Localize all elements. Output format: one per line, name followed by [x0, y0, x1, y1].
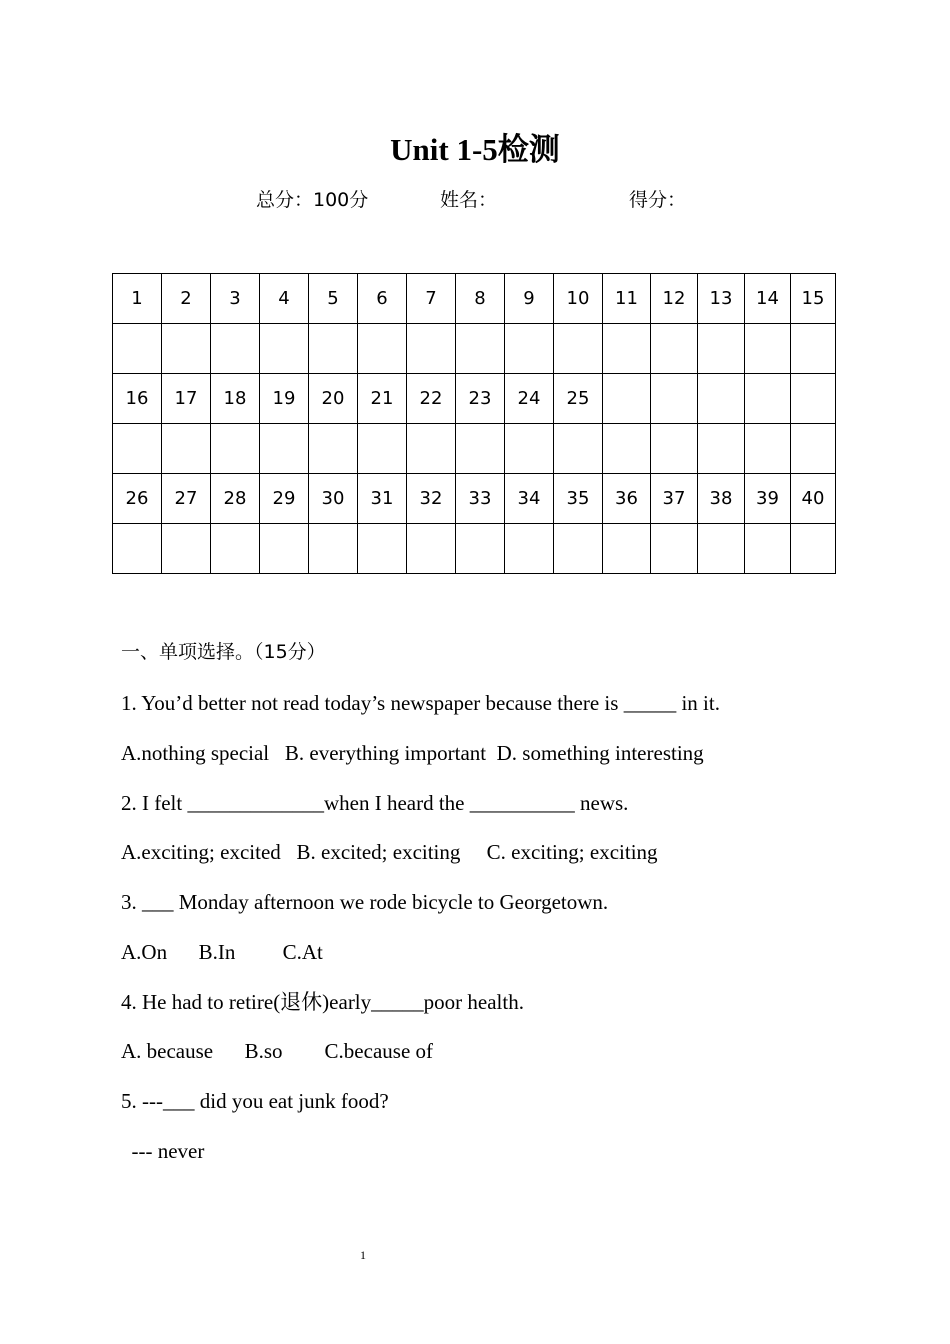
grid-answer-cell[interactable]: [309, 324, 358, 374]
question-1-options: A.nothing special B. everything important D. something interesting: [121, 741, 704, 765]
grid-number-cell: 39: [745, 474, 791, 524]
grid-number-cell: 28: [211, 474, 260, 524]
grid-number-cell: 3: [211, 274, 260, 324]
grid-answer-cell[interactable]: [505, 424, 554, 474]
grid-answer-cell[interactable]: [309, 524, 358, 574]
grid-answer-cell[interactable]: [554, 424, 603, 474]
grid-number-cell: 18: [211, 374, 260, 424]
grid-number-cell: 26: [113, 474, 162, 524]
grid-number-cell: 15: [791, 274, 836, 324]
grid-answer-cell[interactable]: [651, 324, 698, 374]
grid-number-cell: 16: [113, 374, 162, 424]
grid-answer-cell[interactable]: [745, 424, 791, 474]
page-title: Unit 1-5检测: [390, 132, 560, 167]
grid-answer-cell[interactable]: [358, 424, 407, 474]
grid-answer-cell[interactable]: [745, 524, 791, 574]
grid-answer-cell[interactable]: [456, 524, 505, 574]
grid-number-cell: [698, 374, 745, 424]
grid-number-row: [113, 374, 836, 424]
grid-answer-cell[interactable]: [651, 424, 698, 474]
grid-answer-cell[interactable]: [791, 524, 836, 574]
question-3-options: A.On B.In C.At: [121, 940, 323, 964]
grid-answer-cell[interactable]: [162, 524, 211, 574]
grid-number-cell: 9: [505, 274, 554, 324]
grid-number-cell: 5: [309, 274, 358, 324]
question-3-stem: 3. ___ Monday afternoon we rode bicycle to Georgetown.: [121, 890, 609, 914]
question-5-answer: --- never: [121, 1139, 205, 1163]
section-heading: 一、单项选择。（15分）: [121, 641, 326, 663]
question-2-stem: 2. I felt _____________when I heard the __________ news.: [121, 791, 629, 815]
grid-answer-cell[interactable]: [603, 424, 651, 474]
grid-answer-cell[interactable]: [603, 324, 651, 374]
grid-number-cell: 37: [651, 474, 698, 524]
grid-number-row: [113, 474, 836, 524]
grid-answer-cell[interactable]: [113, 324, 162, 374]
grid-answer-cell[interactable]: [791, 424, 836, 474]
grid-number-cell: 31: [358, 474, 407, 524]
grid-number-cell: 21: [358, 374, 407, 424]
question-4-options: A. because B.so C.because of: [121, 1039, 434, 1063]
grid-answer-cell[interactable]: [113, 524, 162, 574]
question-2-options: A.exciting; excited B. excited; exciting C. exciting; exciting: [121, 840, 658, 864]
grid-answer-cell[interactable]: [113, 424, 162, 474]
grid-number-cell: 6: [358, 274, 407, 324]
grid-answer-cell[interactable]: [698, 424, 745, 474]
grid-number-cell: 32: [407, 474, 456, 524]
grid-number-cell: 8: [456, 274, 505, 324]
grid-number-cell: [791, 374, 836, 424]
grid-number-cell: 33: [456, 474, 505, 524]
grid-answer-cell[interactable]: [211, 524, 260, 574]
answer-grid: [112, 273, 836, 574]
grid-number-cell: 2: [162, 274, 211, 324]
grid-number-cell: 23: [456, 374, 505, 424]
grid-number-cell: 35: [554, 474, 603, 524]
grid-answer-row: [113, 524, 836, 574]
grid-number-cell: 25: [554, 374, 603, 424]
total-score-label: 总分：100分: [256, 189, 369, 211]
grid-number-cell: 20: [309, 374, 358, 424]
grid-answer-cell[interactable]: [211, 324, 260, 374]
grid-number-cell: 38: [698, 474, 745, 524]
grid-answer-row: [113, 424, 836, 474]
grid-answer-cell[interactable]: [698, 524, 745, 574]
question-5-stem: 5. ---___ did you eat junk food?: [121, 1089, 389, 1113]
grid-answer-cell[interactable]: [162, 324, 211, 374]
score-label: 得分：: [629, 189, 687, 211]
grid-answer-cell[interactable]: [358, 324, 407, 374]
grid-number-cell: 22: [407, 374, 456, 424]
grid-answer-cell[interactable]: [309, 424, 358, 474]
grid-answer-cell[interactable]: [358, 524, 407, 574]
grid-number-cell: 10: [554, 274, 603, 324]
name-label: 姓名：: [440, 189, 498, 211]
grid-number-cell: [745, 374, 791, 424]
grid-number-row: [113, 274, 836, 324]
grid-number-cell: [651, 374, 698, 424]
grid-number-cell: 36: [603, 474, 651, 524]
grid-answer-cell[interactable]: [791, 324, 836, 374]
grid-answer-cell[interactable]: [651, 524, 698, 574]
grid-answer-cell[interactable]: [554, 524, 603, 574]
grid-answer-cell[interactable]: [554, 324, 603, 374]
grid-number-cell: 4: [260, 274, 309, 324]
grid-number-cell: 17: [162, 374, 211, 424]
grid-answer-cell[interactable]: [698, 324, 745, 374]
grid-number-cell: 12: [651, 274, 698, 324]
grid-answer-cell[interactable]: [456, 424, 505, 474]
grid-answer-cell[interactable]: [505, 524, 554, 574]
grid-number-cell: 11: [603, 274, 651, 324]
grid-number-cell: 40: [791, 474, 836, 524]
grid-answer-cell[interactable]: [407, 524, 456, 574]
grid-answer-cell[interactable]: [505, 324, 554, 374]
grid-number-cell: 24: [505, 374, 554, 424]
grid-answer-row: [113, 324, 836, 374]
grid-answer-cell[interactable]: [745, 324, 791, 374]
grid-number-cell: 7: [407, 274, 456, 324]
question-4-stem: 4. He had to retire(退休)early_____poor health.: [121, 990, 524, 1014]
grid-answer-cell[interactable]: [407, 424, 456, 474]
grid-answer-cell[interactable]: [260, 524, 309, 574]
grid-number-cell: 27: [162, 474, 211, 524]
grid-number-cell: 34: [505, 474, 554, 524]
grid-answer-cell[interactable]: [456, 324, 505, 374]
grid-answer-cell[interactable]: [211, 424, 260, 474]
grid-number-cell: 1: [113, 274, 162, 324]
grid-answer-cell[interactable]: [603, 524, 651, 574]
grid-number-cell: 14: [745, 274, 791, 324]
grid-answer-cell[interactable]: [162, 424, 211, 474]
grid-number-cell: 30: [309, 474, 358, 524]
grid-answer-cell[interactable]: [260, 324, 309, 374]
grid-number-cell: 29: [260, 474, 309, 524]
grid-answer-cell[interactable]: [260, 424, 309, 474]
page-number: 1: [360, 1248, 366, 1262]
question-1-stem: 1. You’d better not read today’s newspaper because there is _____ in it.: [121, 691, 720, 715]
grid-number-cell: 19: [260, 374, 309, 424]
grid-number-cell: 13: [698, 274, 745, 324]
grid-answer-cell[interactable]: [407, 324, 456, 374]
grid-number-cell: [603, 374, 651, 424]
